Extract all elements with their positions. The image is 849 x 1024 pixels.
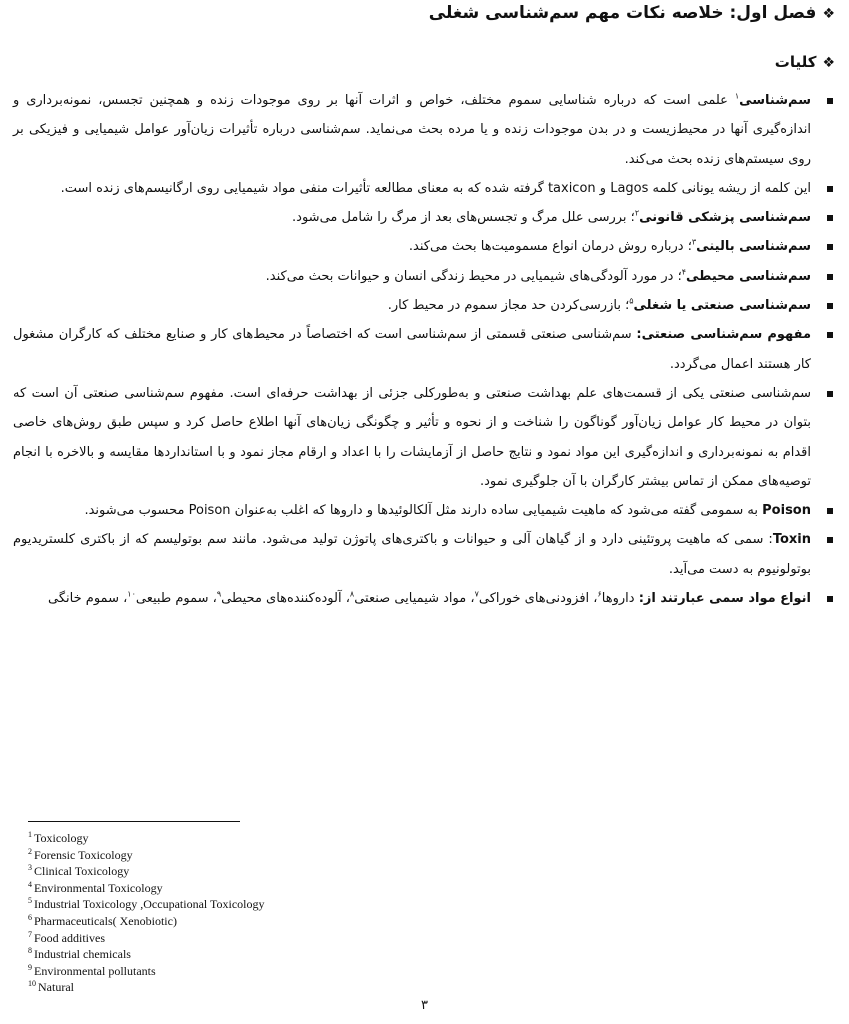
chapter-title [15, 0, 835, 27]
footnote-text: Toxicology [34, 831, 89, 845]
paragraph-text: ، سموم خانگی [48, 591, 128, 607]
footnote-number: 10 [28, 979, 36, 989]
paragraph-text: ، افزودنی‌های خوراکی [478, 591, 598, 607]
footnote-text: Pharmaceuticals( Xenobiotic) [34, 913, 177, 928]
diamond-bullet-icon: ❖ [822, 6, 835, 22]
footnote-number: 5 [28, 896, 32, 906]
paragraph-text: داروها [601, 591, 639, 607]
footnote [28, 963, 528, 980]
term: سم‌شناسی صنعتی یا شغلی [633, 298, 811, 314]
footnote [28, 913, 528, 930]
list-item [13, 203, 835, 232]
footnotes [28, 830, 528, 996]
term: انواع مواد سمی عبارتند از: [638, 591, 811, 607]
footnote [28, 830, 528, 847]
footnote-text: Natural [38, 980, 74, 995]
body-content [13, 86, 835, 613]
footnote [28, 896, 528, 913]
paragraph-text: ؛ در مورد آلودگی‌های شیمیایی در محیط زندگی انسان و حیوانات بحث می‌کند. [265, 268, 682, 284]
footnote-number: 1 [28, 830, 32, 839]
footnote-number: 3 [28, 863, 32, 873]
paragraph-text: سم‌شناسی صنعتی قسمتی از سم‌شناسی است که اختصاصاً در محیط‌های کار و صنایع مختلف که کارگران مشغول کار هستند اعمال می‌گردد. [13, 327, 811, 372]
footnote-text: Industrial Toxicology ,Occupational Toxicology [34, 897, 265, 912]
paragraph-text: سم‌شناسی صنعتی یکی از قسمت‌های علم بهداشت صنعتی و به‌طورکلی جزئی از بهداشت حرفه‌ای است. مفهوم سم‌شناسی صنعتی آن است که بتوان در محیط کار عوامل زیان‌آور گوناگون را شناخت و از نحوه و تأثیر و چگونگی زیان‌های آنها اطلاع حاصل کرد و سپس طبق روش‌های خاصی اقدام به نمونه‌برداری و اندازه‌گیری این مواد نمود و نتایج حاصل از آزمایشات را با اعداد و ارقام مجاز نمود و با استانداردها مقایسه و بالاخره با انجام توصیه‌های ممکن از تماس بیشتر کارگران با آن جلوگیری نمود. [13, 385, 811, 489]
bullet-list [13, 86, 835, 613]
footnote-number: 2 [28, 846, 32, 856]
footnote [28, 863, 528, 880]
footnote-number: 4 [28, 879, 32, 889]
footnote-ref[interactable]: ۶ [597, 589, 602, 599]
paragraph-text: ؛ بازرسی‌کردن حد مجاز سموم در محیط کار. [387, 298, 630, 314]
footnote-ref[interactable]: ۱۰ [127, 589, 136, 599]
section-heading [15, 50, 835, 75]
list-item [13, 320, 835, 379]
paragraph-text: این کلمه از ریشه یونانی کلمه Lagos و taxicon گرفته شده که به معنای مطالعه تأثیرات منفی مواد شیمیایی روی ارگانیسم‌های زنده است. [60, 180, 811, 196]
footnote-ref[interactable]: ۴ [681, 267, 687, 277]
footnote-text: Food additives [34, 930, 105, 945]
footnote-text: Environmental Toxicology [34, 880, 163, 895]
paragraph-text: ، سموم طبیعی [135, 591, 217, 607]
list-item [13, 496, 835, 525]
list-item [13, 525, 835, 584]
list-item [13, 232, 835, 261]
list-item [13, 379, 835, 496]
diamond-bullet-icon: ❖ [822, 55, 835, 71]
footnote-text: Forensic Toxicology [34, 847, 133, 862]
term: سم‌شناسی بالینی [696, 239, 811, 255]
footnote [28, 880, 528, 897]
term: سم‌شناسی [739, 93, 811, 108]
footnote-ref[interactable]: ۳ [691, 238, 697, 248]
chapter-title-text: فصل اول: خلاصه نکات مهم سم‌شناسی شغلی [428, 3, 817, 23]
footnote-ref[interactable]: ۹ [216, 589, 222, 599]
term: Poison [762, 503, 811, 519]
page-number: ۳ [421, 998, 428, 1013]
list-item [13, 174, 835, 203]
list-item [13, 262, 835, 291]
footnote-ref[interactable]: ۵ [629, 296, 634, 306]
footnote-ref[interactable]: ۷ [474, 589, 479, 599]
footnote-number: 7 [28, 929, 32, 939]
footnote-text: Clinical Toxicology [34, 864, 130, 879]
paragraph-text: ؛ بررسی علل مرگ و تجسس‌های بعد از مرگ را شامل می‌شود. [292, 210, 635, 226]
paragraph-text: علمی است که درباره شناسایی سموم مختلف، خواص و اثرات آنها بر روی موجودات زنده و همچنین تجسس، نمونه‌برداری و اندازه‌گیری آنها در محیط‌زیست و در بدن موجودات زنده و یا مرده بحث می‌نماید. سم‌شناسی درباره تأثیرات زیان‌آور عوامل شیمیایی و فیزیکی بر روی سیستم‌های زنده بحث می‌کند. [13, 93, 811, 167]
paragraph-text: : سمی که ماهیت پروتئینی دارد و از گیاهان آلی و حیوانات و باکتری‌های پاتوژن تولید می‌شود. مانند سم بوتولیسم که از باکتری کلستریدیوم بوتولونیوم به دست می‌آید. [13, 532, 811, 577]
footnote [28, 847, 528, 864]
term: سم‌شناسی پزشکی قانونی [639, 210, 811, 226]
list-item [13, 584, 835, 613]
footnote [28, 946, 528, 963]
footnote-ref[interactable]: ۲ [634, 208, 640, 218]
paragraph-text: به سمومی گفته می‌شود که ماهیت شیمیایی ساده دارند مثل آلکالوئیدها و داروها که اغلب به‌عنوان Poison محسوب می‌شوند. [84, 503, 763, 519]
term: مفهوم سم‌شناسی صنعتی: [636, 327, 812, 343]
footnote-ref[interactable]: ۱ [734, 91, 740, 101]
section-heading-text: کلیات [774, 53, 817, 71]
footnote-number: 8 [28, 946, 32, 956]
footnote-text: Environmental pollutants [34, 963, 156, 978]
footnote-number: 6 [28, 912, 32, 922]
term: سم‌شناسی محیطی [686, 268, 811, 284]
list-item [13, 291, 835, 320]
footnote [28, 979, 528, 996]
footnote [28, 930, 528, 947]
term: Toxin [772, 532, 811, 548]
footnote-number: 9 [28, 962, 32, 972]
footnote-separator [28, 821, 240, 822]
list-item [13, 86, 835, 174]
paragraph-text: ؛ درباره روش درمان انواع مسمومیت‌ها بحث می‌کند. [408, 239, 692, 255]
footnote-text: Industrial chemicals [34, 947, 131, 962]
paragraph-text: ، آلوده‌کننده‌های محیطی [221, 591, 350, 607]
paragraph-text: ، مواد شیمیایی صنعتی [354, 591, 475, 607]
footnote-ref[interactable]: ۸ [349, 589, 355, 599]
